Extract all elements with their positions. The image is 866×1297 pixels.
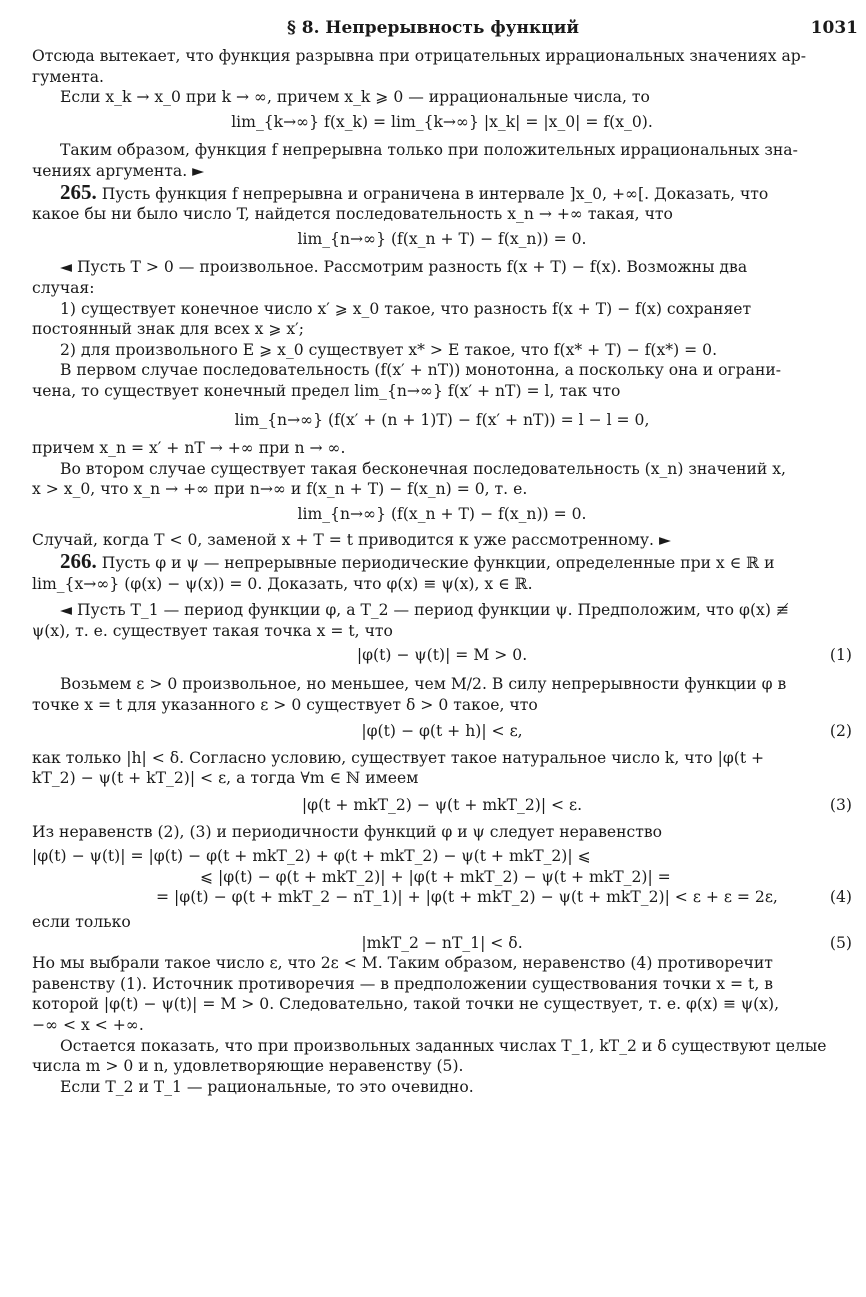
text-line: постоянный знак для всех x ⩾ x′; xyxy=(32,320,304,339)
formula: |φ(t + mkT_2) − ψ(t + mkT_2)| < ε. xyxy=(301,796,583,814)
text-line: 2) для произвольного E ⩾ x_0 существует x* > E такое, что f(x* + T) − f(x*) = 0. xyxy=(60,340,718,359)
text-line: чениях аргумента. ► xyxy=(32,161,205,180)
formula: lim_{n→∞} (f(x′ + (n + 1)T) − f(x′ + nT)) = l − l = 0, xyxy=(234,410,650,429)
text-line: числа m > 0 и n, удовлетворяющие неравенству (5). xyxy=(32,1057,464,1076)
text-line: как только |h| < δ. Согласно условию, существует такое натуральное число k, что |φ(t + xyxy=(32,748,765,767)
text-line: ψ(x), т. е. существует такая точка x = t, что xyxy=(32,621,393,640)
text-line: Таким образом, функция f непрерывна только при положительных иррациональных зна- xyxy=(60,141,798,160)
equation-number: (1) xyxy=(829,646,852,665)
formula: |φ(t) − ψ(t)| = |φ(t) − φ(t + mkT_2) + φ(t + mkT_2) − ψ(t + mkT_2)| ⩽ xyxy=(32,847,591,866)
text-line: Если x_k → x_0 при k → ∞, причем x_k ⩾ 0 — иррациональные числа, то xyxy=(60,88,650,107)
text-line: если только xyxy=(32,912,131,931)
formula: |φ(t) − ψ(t)| = M > 0. xyxy=(356,646,528,665)
formula: lim_{k→∞} f(x_k) = lim_{k→∞} |x_k| = |x_0| = f(x_0). xyxy=(231,112,653,131)
text-line: Возьмем ε > 0 произвольное, но меньшее, чем M/2. В силу непрерывности функции φ в xyxy=(60,675,787,694)
formula: lim_{n→∞} (f(x_n + T) − f(x_n)) = 0. xyxy=(297,229,587,248)
equation-number: (4) xyxy=(829,888,852,907)
equation-number: (3) xyxy=(829,796,852,814)
equation-number: (5) xyxy=(829,933,852,952)
formula: = |φ(t) − φ(t + mkT_2 − nT_1)| + |φ(t + mkT_2) − ψ(t + mkT_2)| < ε + ε = 2ε, xyxy=(156,888,778,907)
text-line: Если T_2 и T_1 — рациональные, то это очевидно. xyxy=(60,1077,474,1096)
text-line: Пусть функция f непрерывна и ограничена в интервале ]x_0, +∞[. Доказать, что xyxy=(101,184,769,203)
text-line: причем x_n = x′ + nT → +∞ при n → ∞. xyxy=(32,439,346,458)
text-line: lim_{x→∞} (φ(x) − ψ(x)) = 0. Доказать, что φ(x) ≡ ψ(x), x ∈ ℝ. xyxy=(32,574,533,593)
text-line: −∞ < x < +∞. xyxy=(32,1015,144,1034)
text-line: Из неравенств (2), (3) и периодичности функций φ и ψ следует неравенство xyxy=(32,822,663,841)
text-line: 1) существует конечное число x′ ⩾ x_0 такое, что разность f(x + T) − f(x) сохраняет xyxy=(60,299,752,318)
text-line: Во втором случае существует такая бесконечная последовательность (x_n) значений x, xyxy=(60,459,787,478)
text-line: x > x_0, что x_n → +∞ при n→∞ и f(x_n + T) − f(x_n) = 0, т. е. xyxy=(32,480,528,499)
text-line: В первом случае последовательность (f(x′ + nT)) монотонна, а поскольку она и ограни- xyxy=(60,361,782,380)
text-line: kT_2) − ψ(t + kT_2)| < ε, а тогда ∀m ∈ ℕ имеем xyxy=(32,769,419,788)
text-line: Отсюда вытекает, что функция разрывна при отрицательных иррациональных значениях ар- xyxy=(32,47,807,65)
formula-numbered xyxy=(32,795,852,816)
formula: |φ(t) − φ(t + h)| < ε, xyxy=(361,722,523,741)
formula: |mkT_2 − nT_1| < δ. xyxy=(361,933,523,952)
section-title: § 8. Непрерывность функций xyxy=(286,18,580,38)
text-line: Но мы выбрали такое число ε, что 2ε < M. Таким образом, неравенство (4) противоречит xyxy=(32,954,773,973)
text-line: которой |φ(t) − ψ(t)| = M > 0. Следовательно, такой точки не существует, т. е. φ(x) ≡ ψ(x), xyxy=(32,995,780,1014)
problem-number: 266. xyxy=(60,549,97,574)
text-line: равенству (1). Источник противоречия — в предположении существования точки x = t, в xyxy=(32,974,774,993)
formula-numbered xyxy=(32,721,852,742)
equation-number: (2) xyxy=(829,722,852,741)
problem-number: 265. xyxy=(60,179,97,204)
running-header xyxy=(0,14,866,40)
formula: lim_{n→∞} (f(x_n + T) − f(x_n)) = 0. xyxy=(297,504,587,523)
text-line: чена, то существует конечный предел lim_{n→∞} f(x′ + nT) = l, так что xyxy=(32,381,621,400)
page-body xyxy=(32,46,852,1097)
text-line: точке x = t для указанного ε > 0 существует δ > 0 такое, что xyxy=(32,695,538,714)
page-number: 1031 xyxy=(810,18,858,38)
formula-numbered xyxy=(32,933,852,954)
text-line: ◄ Пусть T > 0 — произвольное. Рассмотрим разность f(x + T) − f(x). Возможны два xyxy=(60,258,748,277)
text-line: гумента. xyxy=(32,67,104,86)
text-line: какое бы ни было число T, найдется последовательность x_n → +∞ такая, что xyxy=(32,205,673,224)
formula-numbered xyxy=(32,645,852,666)
text-line: Пусть φ и ψ — непрерывные периодические функции, определенные при x ∈ ℝ и xyxy=(101,554,775,573)
problem-265-line xyxy=(32,179,852,205)
text-line: случая: xyxy=(32,278,95,297)
text-line: ◄ Пусть T_1 — период функции φ, а T_2 — период функции ψ. Предположим, что φ(x) ≢ xyxy=(60,601,789,620)
text-line: Остается показать, что при произвольных заданных числах T_1, kT_2 и δ существуют целые xyxy=(60,1036,827,1055)
problem-266-line xyxy=(32,551,852,574)
formula-numbered xyxy=(32,887,852,908)
formula: ⩽ |φ(t) − φ(t + mkT_2)| + |φ(t + mkT_2) − ψ(t + mkT_2)| = xyxy=(200,867,671,886)
text-line: Случай, когда T < 0, заменой x + T = t приводится к уже рассмотренному. ► xyxy=(32,531,671,550)
